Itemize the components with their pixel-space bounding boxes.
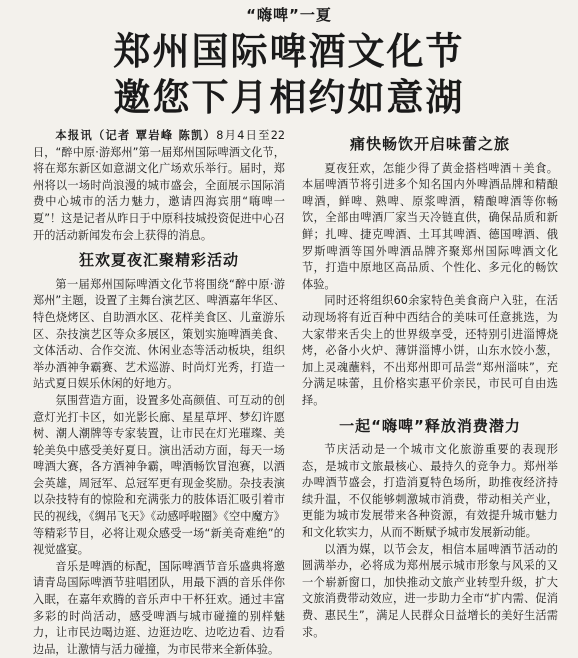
- kicker: “嗨啤”一夏: [246, 6, 332, 24]
- lead-byline: （记者 覃岩峰 陈凯）: [92, 129, 217, 142]
- headline-line-1: 郑州国际啤酒文化节: [113, 30, 465, 73]
- section-3-title: 一起“嗨啤”释放消费潜力: [339, 416, 521, 435]
- headline-line-2: 邀您下月相约如意湖: [113, 76, 465, 119]
- section-1-paragraph-1: 第一届郑州国际啤酒文化节将围绕“醉中原·游郑州”主题，设置了主舞台演艺区、啤酒嘉年华区、特色烧烤区、自助酒水区、花样美食区、儿童游乐区、杂技演艺区等众多展区，策划实施啤酒美食、文体活动、合作交流、休闲业态等活动板块，组织举办酒神争霸赛、艺术巡游、时尚灯光秀，打造一站式夏日娱乐休闲的好地方。: [33, 277, 285, 391]
- section-2-paragraph-2: 同时还将组织60余家特色美食商户入驻，在活动现场将有近百种中西结合的美味可任意挑选，为大家带来舌尖上的世界级享受，还特别引进淄博烧烤，必备小火炉、薄饼淄博小饼，山东水饺小葱，加上灵魂蘸料，不出郑州即可品尝“郑州淄味”，充分满足味蕾，且价格实惠平价亲民，市民可自由选择。: [302, 294, 558, 407]
- lead-paragraph: [33, 128, 285, 244]
- lead-text: 8月4日至22日，“醉中原·游郑州”第一届郑州国际啤酒文化节，将在郑东新区如意湖文化广场欢乐举行。届时，郑州将以一场时尚浪漫的城市盛会，全面展示国际消费中心城市的活力魅力，邀请四海宾朋“嗨啤一夏”！这是记者从昨日于中原科技城投资促进中心召开的活动新闻发布会上获得的消息。: [33, 129, 285, 242]
- section-2-title: 痛快畅饮开启味蕾之旅: [349, 135, 510, 153]
- article-column-left: [33, 128, 285, 658]
- section-3-paragraph-2: 以酒为媒，以节会友，相信本届啤酒节活动的圆满举办，必将成为郑州展示城市形象与风采的又一个崭新窗口，加快推动文旅产业转型升级，扩大文旅消费带动效应，进一步助力全市“扩内需、促消费、惠民生”，满足人民群众日益增长的美好生活需求。: [302, 542, 558, 639]
- lead-label: 本报讯: [55, 129, 93, 142]
- section-1-paragraph-3: 音乐是啤酒的标配，国际啤酒节音乐盛典将邀请青岛国际啤酒节驻唱团队，用最下酒的音乐伴你入眠，在嘉年欢腾的音乐声中干杯狂欢。通过丰富多彩的时尚活动，感受啤酒与城市碰撞的别样魅力，让市民边喝边逛、边逛边吃、边吃边看、边看边品，让激情与活力碰撞，为市民带来全新体验。: [33, 559, 285, 656]
- section-2-paragraph-1: 夏夜狂欢，怎能少得了黄金搭档啤酒＋美食。本届啤酒节将引进多个知名国内外啤酒品牌和精酿啤酒，鲜啤、熟啤、原浆啤酒，精酿啤酒等你畅饮，全部由啤酒厂家当天冷链直供，确保品质和新鲜；扎啤、捷克啤酒、土耳其啤酒、德国啤酒、俄罗斯啤酒等国外啤酒品牌齐聚郑州国际啤酒文化节，打造中原地区高品质、个性化、多元化的畅饮体验。: [302, 161, 558, 291]
- section-1-paragraph-2: 氛围营造方面，设置多处高颜值、可互动的创意灯光打卡区，如光影长廊、星星草坪、梦幻许愿树、潮人潮牌等专家装置，让市民在灯光璀璨、美轮美奂中感受美好夏日。演出活动方面，每天一场啤酒大赛，各方酒神争霸，啤酒畅饮冒泡赛，以酒会英雄，周冠军、总冠军更有现金奖励。杂技表演以杂技特有的惊险和充满张力的肢体语汇吸引着市民的视线，《绸吊飞天》《动感呼啦圈》《空中魔方》等精彩节目，必将让观众感受一场“新美奇难绝”的视觉盛宴。: [33, 393, 285, 557]
- article-column-right: [302, 128, 558, 641]
- section-1-title: 狂欢夏夜汇聚精彩活动: [78, 251, 239, 270]
- section-3-paragraph-1: 节庆活动是一个城市文化旅游重要的表现形态，是城市文旅最核心、最持久的竞争力。郑州举办啤酒节盛会，打造消夏特色场所，助推夜经济持续升温，不仅能够刺激城市消费，带动相关产业，更能为城市发展带来各种资源，有效提升城市魅力和文化软实力，从而不断赋予城市发展新动能。: [302, 443, 558, 540]
